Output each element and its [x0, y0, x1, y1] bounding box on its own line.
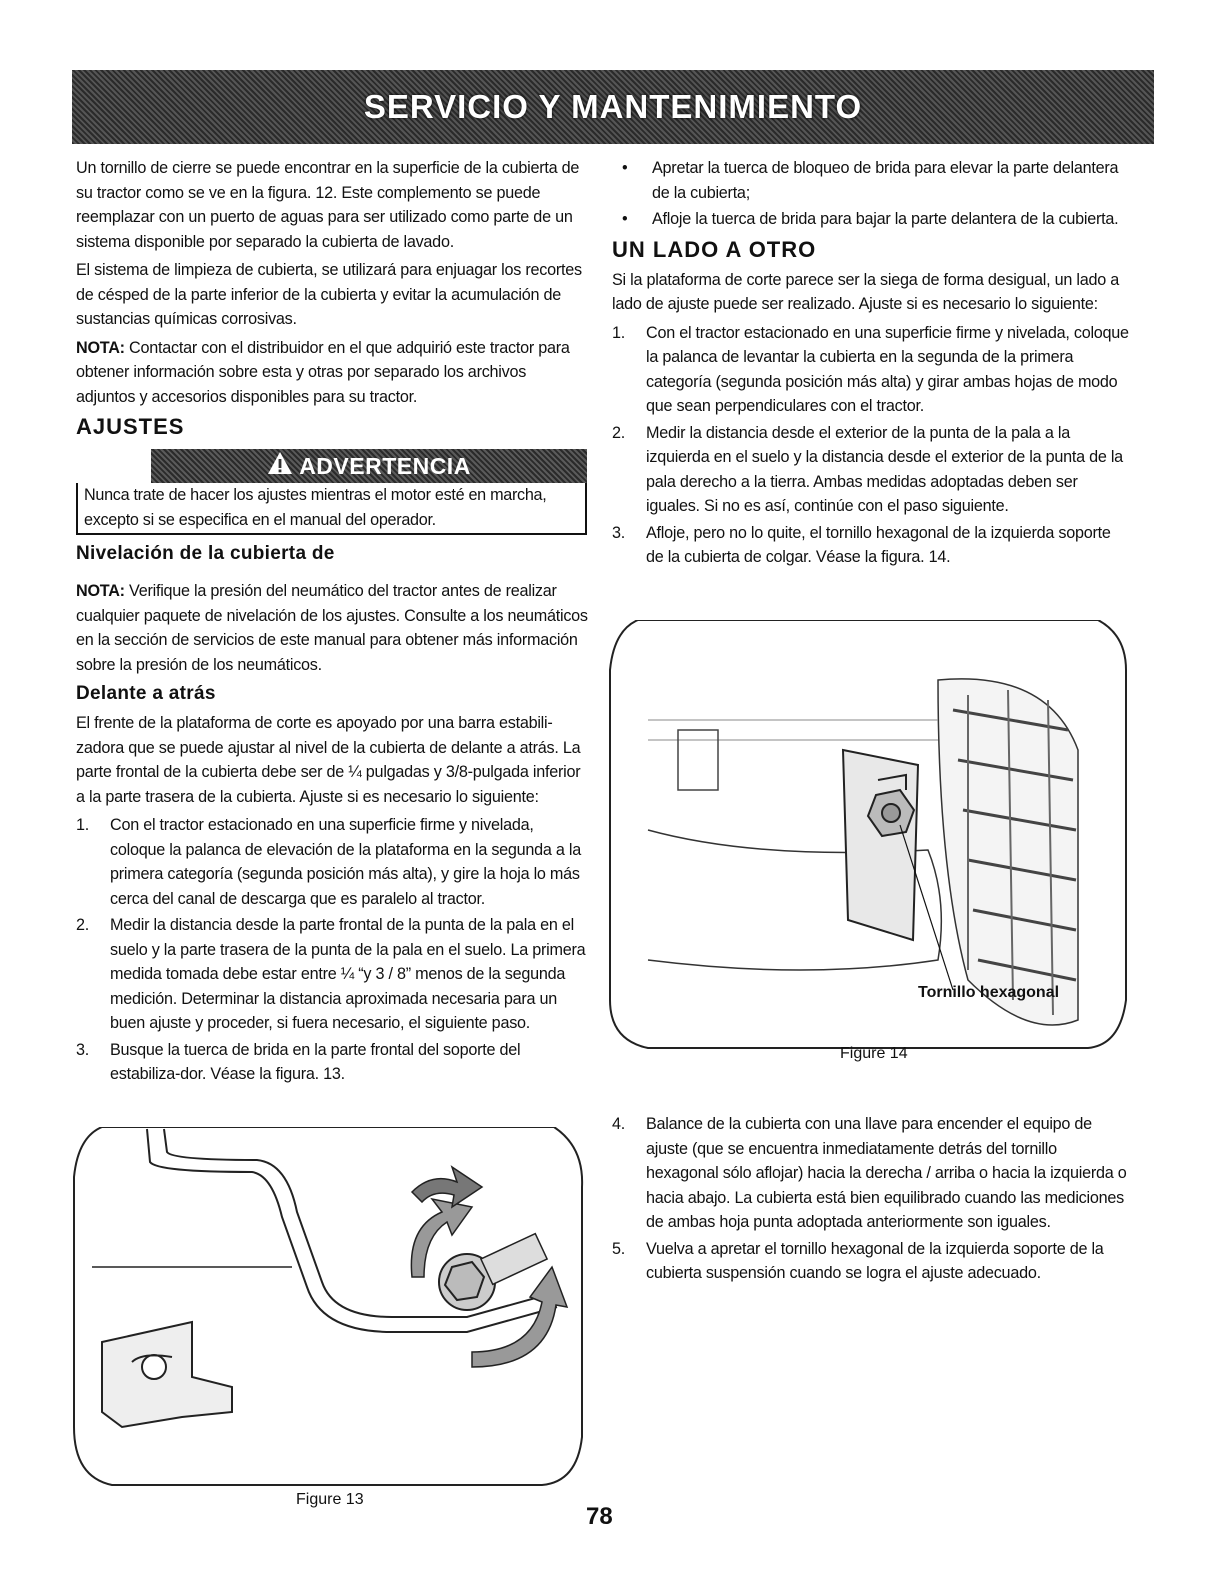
right-column-top — [612, 156, 1132, 572]
warning-triangle-icon — [267, 451, 293, 481]
note-label: NOTA: — [76, 338, 125, 357]
note-text: Verifique la presión del neumático del tractor antes de realizar cualquier paquete de nivelación de los ajustes. Consulte a los neumáticos en la sección de servicios de este manual para obtener más información sobre la presión de los neumáticos. — [76, 582, 588, 674]
lado-heading: UN LADO A OTRO — [612, 236, 817, 262]
lado-paragraph: Si la plataforma de corte parece ser la siega de forma desigual, un lado a lado de ajuste puede ser realizado. Ajuste si es necesario lo siguiente: — [612, 270, 1120, 313]
list-item: 2. Medir la distancia desde la parte frontal de la punta de la pala en el suelo y la parte trasera de la punta de la pala en el suelo. La primera medida tomada debe estar entre ¼ “y 3 / 8” menos de la segunda medición. Determinar la distancia aproximada necesaria para un buen ajuste y proceder, si fuera necesario, el siguiente paso. — [76, 916, 586, 1032]
figure-13 — [72, 1127, 584, 1508]
list-item: 3. Afloje, pero no lo quite, el tornillo hexagonal de la izquierda soporte de la cubierta de colgar. Véase la figura. 14. — [612, 523, 1111, 566]
delante-heading: Delante a atrás — [76, 683, 216, 704]
left-column-body — [76, 541, 588, 1089]
list-item: • Apretar la tuerca de bloqueo de brida para elevar la parte delantera de la cubierta; — [622, 159, 1119, 202]
intro-paragraph-1: Un tornillo de cierre se puede encontrar en la superficie de la cubierta de su tractor como se ve en la figura. 12. Este complemento se puede reemplazar con un puerto de aguas para ser utilizado como parte de un sistema disponible por separado la cubierta de lavado. — [76, 159, 580, 251]
note-text: Contactar con el distribuidor en el que adquirió este tractor para obtener información sobre esta y otras por separado los archivos adjuntos y accesorios disponibles para su tractor. — [76, 338, 570, 406]
list-item: 5. Vuelva a apretar el tornillo hexagonal de la izquierda soporte de la cubierta suspensión cuando se logra el ajuste adecuado. — [612, 1239, 1104, 1282]
page-header-banner — [72, 70, 1154, 144]
list-item: • Afloje la tuerca de brida para bajar la parte delantera de la cubierta. — [622, 210, 1119, 228]
intro-paragraph-2: El sistema de limpieza de cubierta, se utilizará para enjuagar los recortes de césped de la parte inferior de la cubierta y evitar la acumulación de sustancias químicas corrosivas. — [76, 261, 582, 328]
figure-13-illustration — [72, 1127, 584, 1487]
delante-paragraph: El frente de la plataforma de corte es apoyado por una barra estabili-zadora que se puede ajustar al nivel de la cubierta de delante a atrás. La parte frontal de la cubierta debe ser de ¼ pulgadas y 3/8-pulgada inferior a la parte trasera de la cubierta. Ajuste si es necesario lo siguiente: — [76, 714, 581, 806]
figure-13-caption: Figure 13 — [296, 1491, 364, 1508]
front-back-steps — [76, 813, 588, 1087]
page-title: SERVICIO Y MANTENIMIENTO — [363, 88, 863, 125]
list-item: 3. Busque la tuerca de brida en la parte frontal del soporte del estabiliza-dor. Véase la figura. 13. — [76, 1040, 521, 1083]
side-steps-a — [612, 321, 1132, 570]
note-paragraph-2 — [76, 579, 588, 677]
right-column-bottom — [612, 1112, 1132, 1288]
warning-text-box — [76, 483, 587, 535]
figure-14-caption: Figure 14 — [840, 1045, 908, 1062]
warning-banner — [151, 449, 587, 483]
list-item: 2. Medir la distancia desde el exterior de la punta de la pala a la izquierda en el suelo y la distancia desde el exterior de la punta de la pala derecho a la tierra. Ambas medidas adoptadas deben ser iguales. Si no es así, continúe con el paso siguiente. — [612, 423, 1123, 515]
warning-label: ADVERTENCIA — [299, 452, 471, 479]
side-steps-b — [612, 1112, 1132, 1286]
left-column-intro — [76, 156, 588, 441]
page-number: 78 — [586, 1503, 613, 1530]
list-item: 4. Balance de la cubierta con una llave para encender el equipo de ajuste (que se encuentra inmediatamente detrás del tornillo hexagonal sólo aflojar) hacia la derecha / arriba o hacia la izquierda o hacia abajo. La cubierta está bien equilibrado cuando las mediciones de ambas hoja punta adoptada anteriormente son iguales. — [612, 1115, 1127, 1231]
ajustes-heading: AJUSTES — [76, 414, 185, 439]
nivelacion-heading: Nivelación de la cubierta de — [76, 543, 335, 564]
note-label: NOTA: — [76, 582, 125, 600]
warning-text: Nunca trate de hacer los ajustes mientras el motor esté en marcha, excepto si se especifica en el manual del operador. — [84, 486, 547, 529]
note-paragraph-1 — [76, 336, 588, 410]
hex-bolt-label: Tornillo hexagonal — [918, 984, 1060, 1001]
list-item: 1. Con el tractor estacionado en una superficie firme y nivelada, coloque la palanca de elevación de la plataforma en la segunda a la primera categoría (segunda posición más alta), y gire la hoja lo más cerca del canal de descarga que es paralelo al tractor. — [76, 816, 582, 908]
bullet-list — [612, 156, 1132, 232]
list-item: 1. Con el tractor estacionado en una superficie firme y nivelada, coloque la palanca de levantar la cubierta en la segunda de la primera categoría (segunda posición más alta) y girar ambas hojas de modo que sean perpendiculares con el tractor. — [612, 323, 1129, 415]
figure-14 — [608, 620, 1128, 1070]
